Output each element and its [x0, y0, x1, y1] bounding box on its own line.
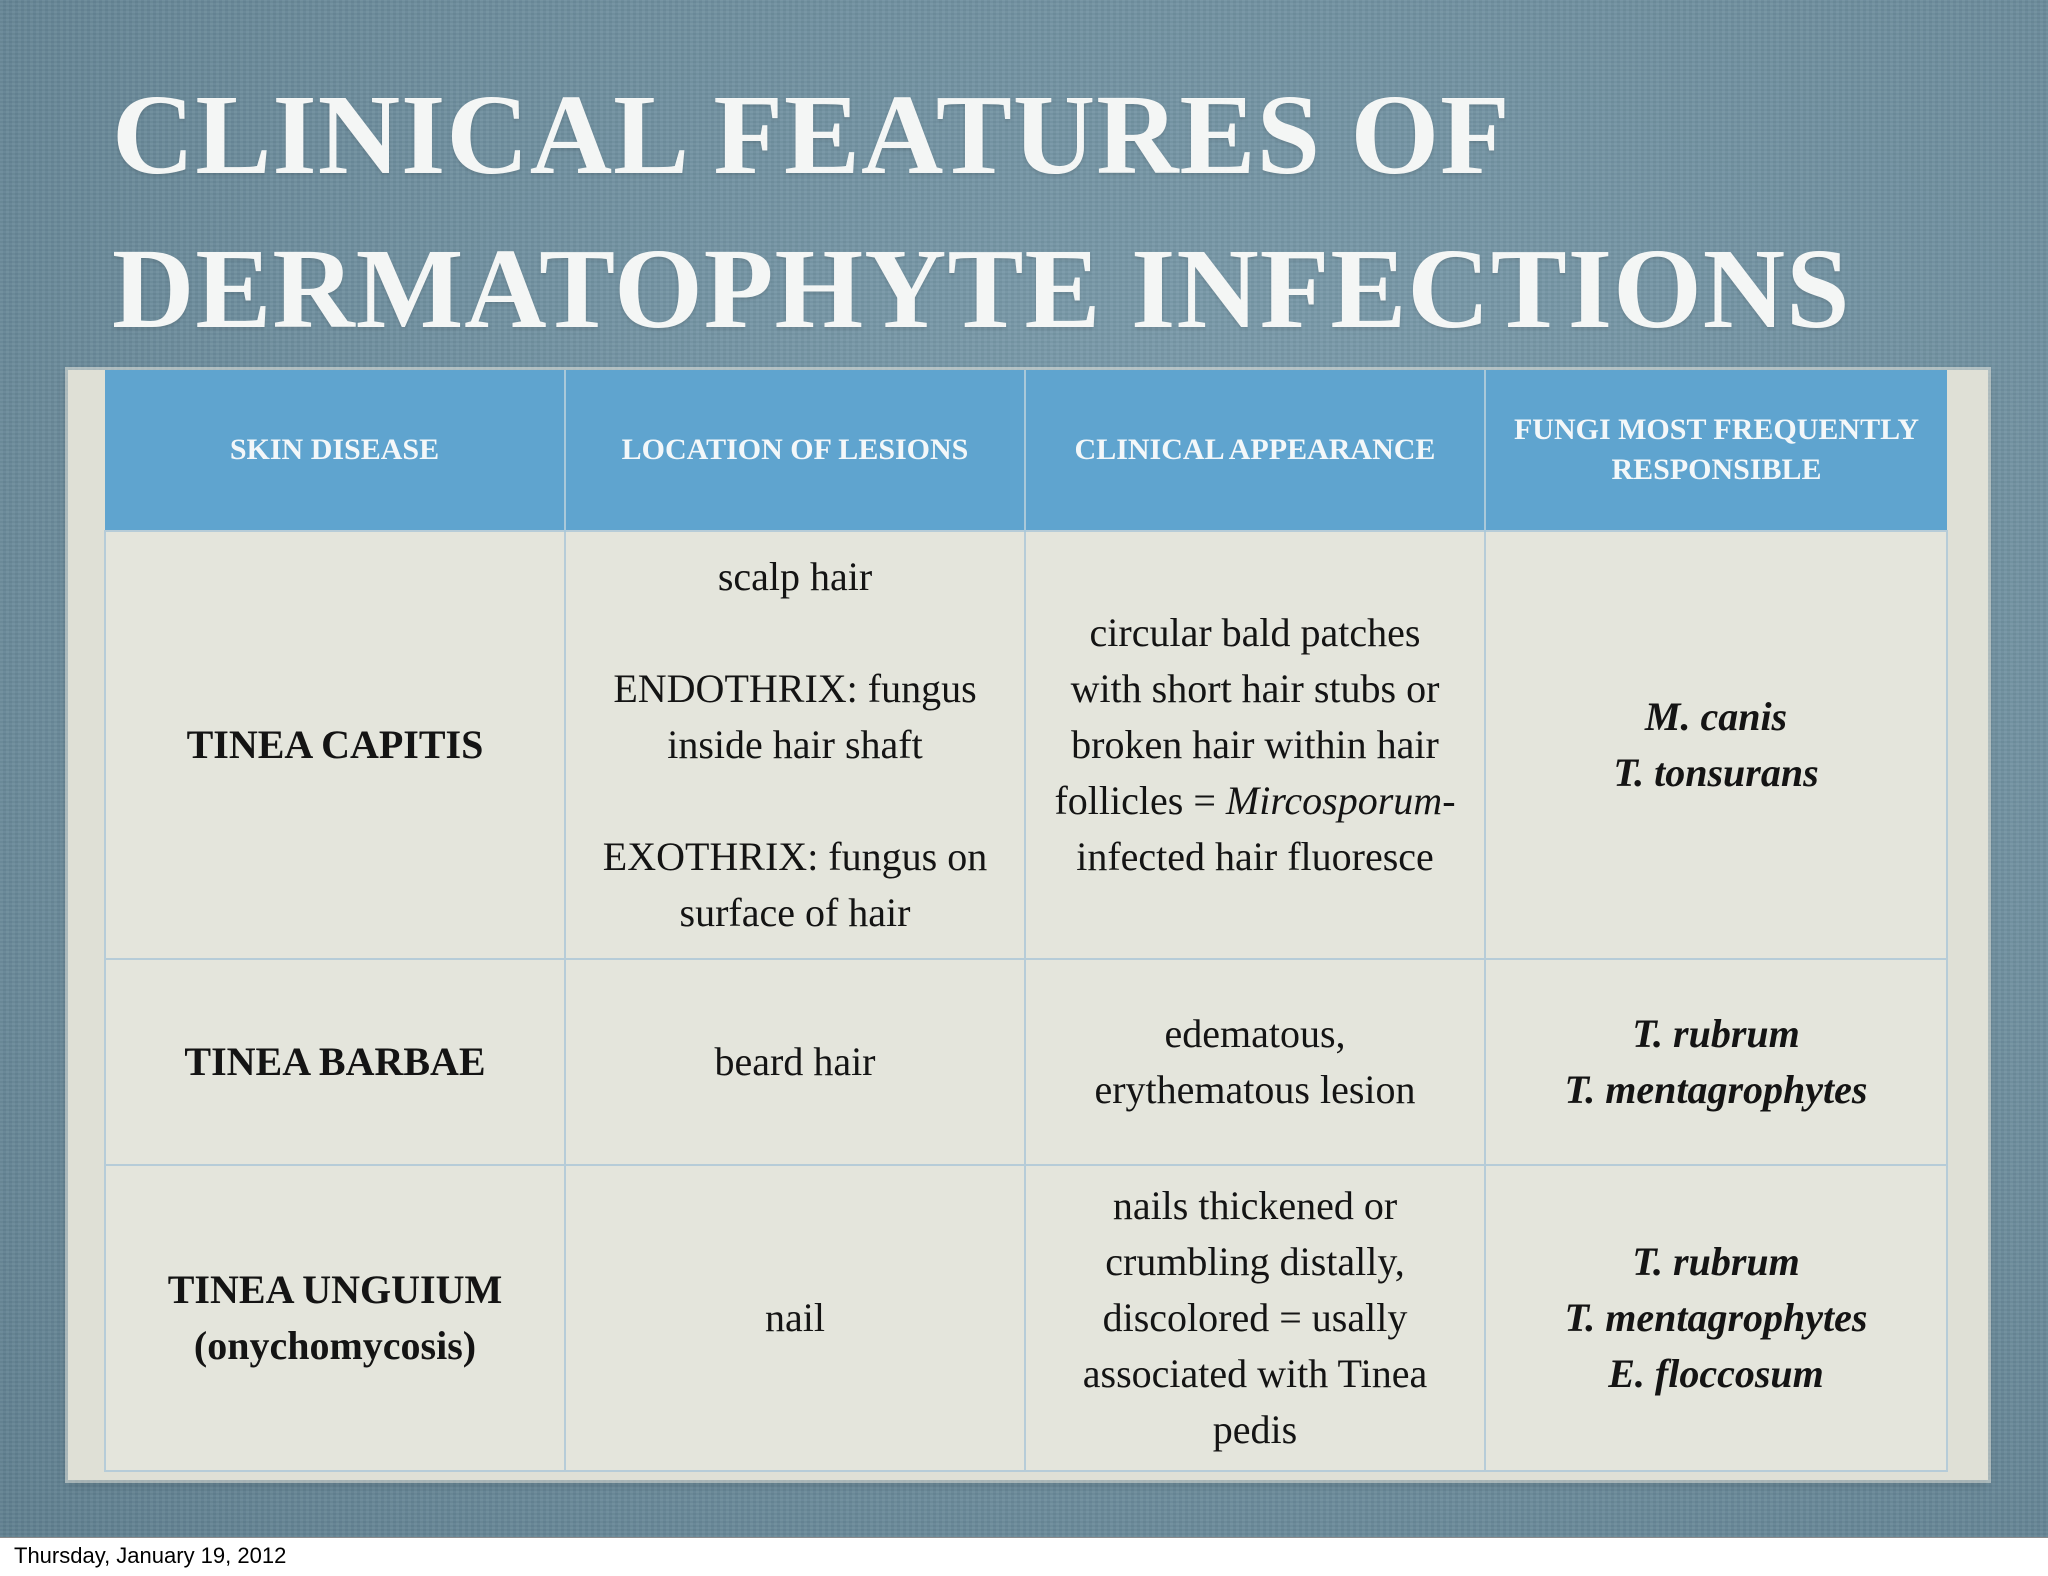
- location-cell: [565, 1165, 1025, 1471]
- table-row: [105, 1165, 1947, 1471]
- fungus-name: M. canis: [1644, 694, 1788, 739]
- header-skin-disease: SKIN DISEASE: [105, 370, 565, 531]
- appearance-line: pedis: [1212, 1407, 1298, 1452]
- table-row: [105, 959, 1947, 1165]
- appearance-line: discolored = usally: [1102, 1295, 1408, 1340]
- fungi-cell: [1485, 1165, 1947, 1471]
- disease-name: TINEA BARBAE: [184, 1039, 486, 1084]
- fungi-cell: [1485, 959, 1947, 1165]
- location-main: scalp hair: [717, 554, 873, 599]
- appearance-cell: [1025, 959, 1485, 1165]
- location-cell: [565, 531, 1025, 959]
- slide-title: [112, 58, 1851, 366]
- location-main: beard hair: [714, 1039, 876, 1084]
- location-exothrix-line: surface of hair: [679, 890, 911, 935]
- location-exothrix-line: EXOTHRIX: fungus on: [602, 834, 988, 879]
- location-endothrix-line: ENDOTHRIX: fungus: [613, 666, 977, 711]
- appearance-line: [1036, 773, 1474, 829]
- disease-alias: (onychomycosis): [193, 1323, 477, 1368]
- appearance-line: infected hair fluoresce: [1076, 834, 1434, 879]
- appearance-cell: [1025, 531, 1485, 959]
- table-row: [105, 531, 1947, 959]
- fungus-name: T. mentagrophytes: [1564, 1295, 1868, 1340]
- fungus-name: E. floccosum: [1608, 1351, 1824, 1396]
- appearance-line: associated with Tinea: [1082, 1351, 1428, 1396]
- fungus-name: T. rubrum: [1632, 1011, 1800, 1056]
- appearance-line: circular bald patches: [1089, 610, 1421, 655]
- location-endothrix-line: inside hair shaft: [667, 722, 923, 767]
- header-clinical-appearance: CLINICAL APPEARANCE: [1025, 370, 1485, 531]
- appearance-text: follicles =: [1054, 778, 1226, 823]
- header-fungi-responsible: FUNGI MOST FREQUENTLY RESPONSIBLE: [1485, 370, 1947, 531]
- appearance-line: nails thickened or: [1112, 1183, 1398, 1228]
- appearance-line: broken hair within hair: [1071, 722, 1439, 767]
- slide-title-line-2: DERMATOPHYTE INFECTIONS: [112, 225, 1851, 352]
- footer-date: Thursday, January 19, 2012: [14, 1543, 287, 1568]
- fungus-name: T. rubrum: [1632, 1239, 1800, 1284]
- table-header-row: [105, 370, 1947, 531]
- appearance-line: crumbling distally,: [1105, 1239, 1405, 1284]
- appearance-line: edematous,: [1164, 1011, 1346, 1056]
- header-location-of-lesions: LOCATION OF LESIONS: [565, 370, 1025, 531]
- fungus-name: T. tonsurans: [1613, 750, 1819, 795]
- disease-cell: [105, 531, 565, 959]
- appearance-italic-genus: Mircosporum: [1225, 778, 1443, 823]
- location-cell: [565, 959, 1025, 1165]
- clinical-features-table: [104, 370, 1948, 1472]
- fungus-name: T. mentagrophytes: [1564, 1067, 1868, 1112]
- appearance-line: with short hair stubs or: [1070, 666, 1440, 711]
- fungi-cell: [1485, 531, 1947, 959]
- slide-title-line-1: CLINICAL FEATURES OF: [112, 71, 1511, 198]
- disease-cell: [105, 959, 565, 1165]
- disease-name: TINEA CAPITIS: [186, 722, 484, 767]
- appearance-text: -: [1442, 778, 1456, 823]
- location-main: nail: [765, 1295, 825, 1340]
- disease-cell: [105, 1165, 565, 1471]
- appearance-cell: [1025, 1165, 1485, 1471]
- disease-name: TINEA UNGUIUM: [167, 1267, 503, 1312]
- appearance-line: erythematous lesion: [1094, 1067, 1416, 1112]
